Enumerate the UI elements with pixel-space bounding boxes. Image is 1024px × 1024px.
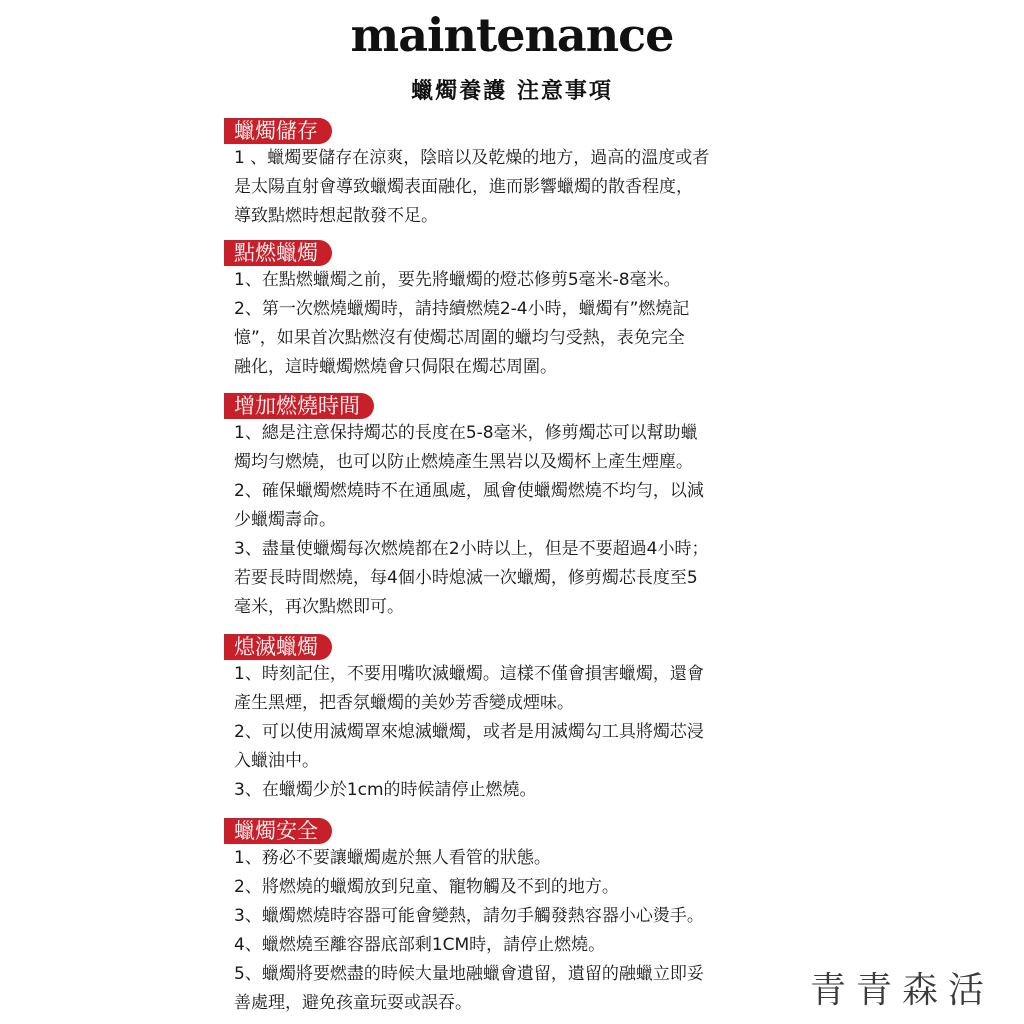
section-candle-storage (224, 118, 794, 231)
list-item (234, 873, 794, 902)
item-line: 是太陽直射會導致蠟燭表面融化，進而影響蠟燭的散香程度， (234, 177, 693, 197)
item-line: 2、可以使用滅燭罩來熄滅蠟燭，或者是用滅燭勾工具將燭芯浸 (234, 722, 704, 742)
item-line: 1、務必不要讓蠟燭處於無人看管的狀態。 (234, 848, 551, 868)
item-line: 1、在點燃蠟燭之前，要先將蠟燭的燈芯修剪5毫米-8毫米。 (234, 270, 681, 290)
item-line: 燭均勻燃燒，也可以防止燃燒產生黑岩以及燭杯上產生煙塵。 (234, 452, 693, 472)
list-item (234, 266, 794, 295)
section-heading: 蠟燭儲存 (224, 118, 332, 144)
item-line: 善處理，避免孩童玩耍或誤吞。 (234, 993, 472, 1013)
section-light-candle (224, 240, 794, 382)
list-item (234, 295, 794, 382)
item-line: 2、確保蠟燭燃燒時不在通風處，風會使蠟燭燃燒不均勻，以減 (234, 481, 704, 501)
item-line: 毫米，再次點燃即可。 (234, 597, 404, 617)
item-line: 融化，這時蠟燭燃燒會只侷限在燭芯周圍。 (234, 357, 557, 377)
list-item (234, 844, 794, 873)
list-item (234, 776, 794, 805)
section-heading: 增加燃燒時間 (224, 393, 374, 419)
item-line: 2、第一次燃燒蠟燭時，請持續燃燒2-4小時，蠟燭有”燃燒記 (234, 299, 690, 319)
item-line: 3、蠟燭燃燒時容器可能會變熱，請勿手觸發熱容器小心燙手。 (234, 906, 704, 926)
item-line: 少蠟燭壽命。 (234, 510, 336, 530)
section-heading: 蠟燭安全 (224, 818, 332, 844)
list-item (234, 477, 794, 535)
item-line: 2、將燃燒的蠟燭放到兒童、寵物觸及不到的地方。 (234, 877, 619, 897)
list-item (234, 718, 794, 776)
brand-signature: 青青森活 (809, 970, 994, 1011)
item-line: 4、蠟燃燒至離容器底部剩1CM時，請停止燃燒。 (234, 935, 606, 955)
item-line: 1、總是注意保持燭芯的長度在5-8毫米，修剪燭芯可以幫助蠟 (234, 423, 698, 443)
list-item (234, 902, 794, 931)
item-line: 3、在蠟燭少於1cm的時候請停止燃燒。 (234, 780, 537, 800)
section-heading: 熄滅蠟燭 (224, 634, 332, 660)
page-subtitle: 蠟燭養護 注意事項 (411, 79, 613, 104)
item-line: 若要長時間燃燒，每4個小時熄滅一次蠟燭，修剪燭芯長度至5 (234, 568, 698, 588)
list-item (234, 419, 794, 477)
list-item (234, 535, 794, 622)
item-line: 5、蠟燭將要燃盡的時候大量地融蠟會遺留，遺留的融蠟立即妥 (234, 964, 704, 984)
item-line: 3、盡量使蠟燭每次燃燒都在2小時以上，但是不要超過4小時； (234, 539, 709, 559)
item-line: 1 、蠟燭要儲存在涼爽，陰暗以及乾燥的地方，過高的溫度或者 (234, 148, 710, 168)
item-line: 產生黑煙，把香氛蠟燭的美妙芳香變成煙味。 (234, 693, 574, 713)
list-item (234, 960, 794, 1018)
list-item (234, 144, 794, 231)
section-extinguish-candle (224, 634, 794, 805)
item-line: 1、時刻記住，不要用嘴吹滅蠟燭。這樣不僅會損害蠟燭，還會 (234, 664, 704, 684)
list-item (234, 931, 794, 960)
section-candle-safety (224, 818, 794, 1018)
item-line: 憶”，如果首次點燃沒有使燭芯周圍的蠟均勻受熱，表免完全 (234, 328, 685, 348)
section-extend-burn-time (224, 393, 794, 622)
item-line: 入蠟油中。 (234, 751, 319, 771)
item-line: 導致點燃時想起散發不足。 (234, 206, 438, 226)
list-item (234, 660, 794, 718)
page-title: maintenance (350, 8, 674, 62)
section-heading: 點燃蠟燭 (224, 240, 332, 266)
